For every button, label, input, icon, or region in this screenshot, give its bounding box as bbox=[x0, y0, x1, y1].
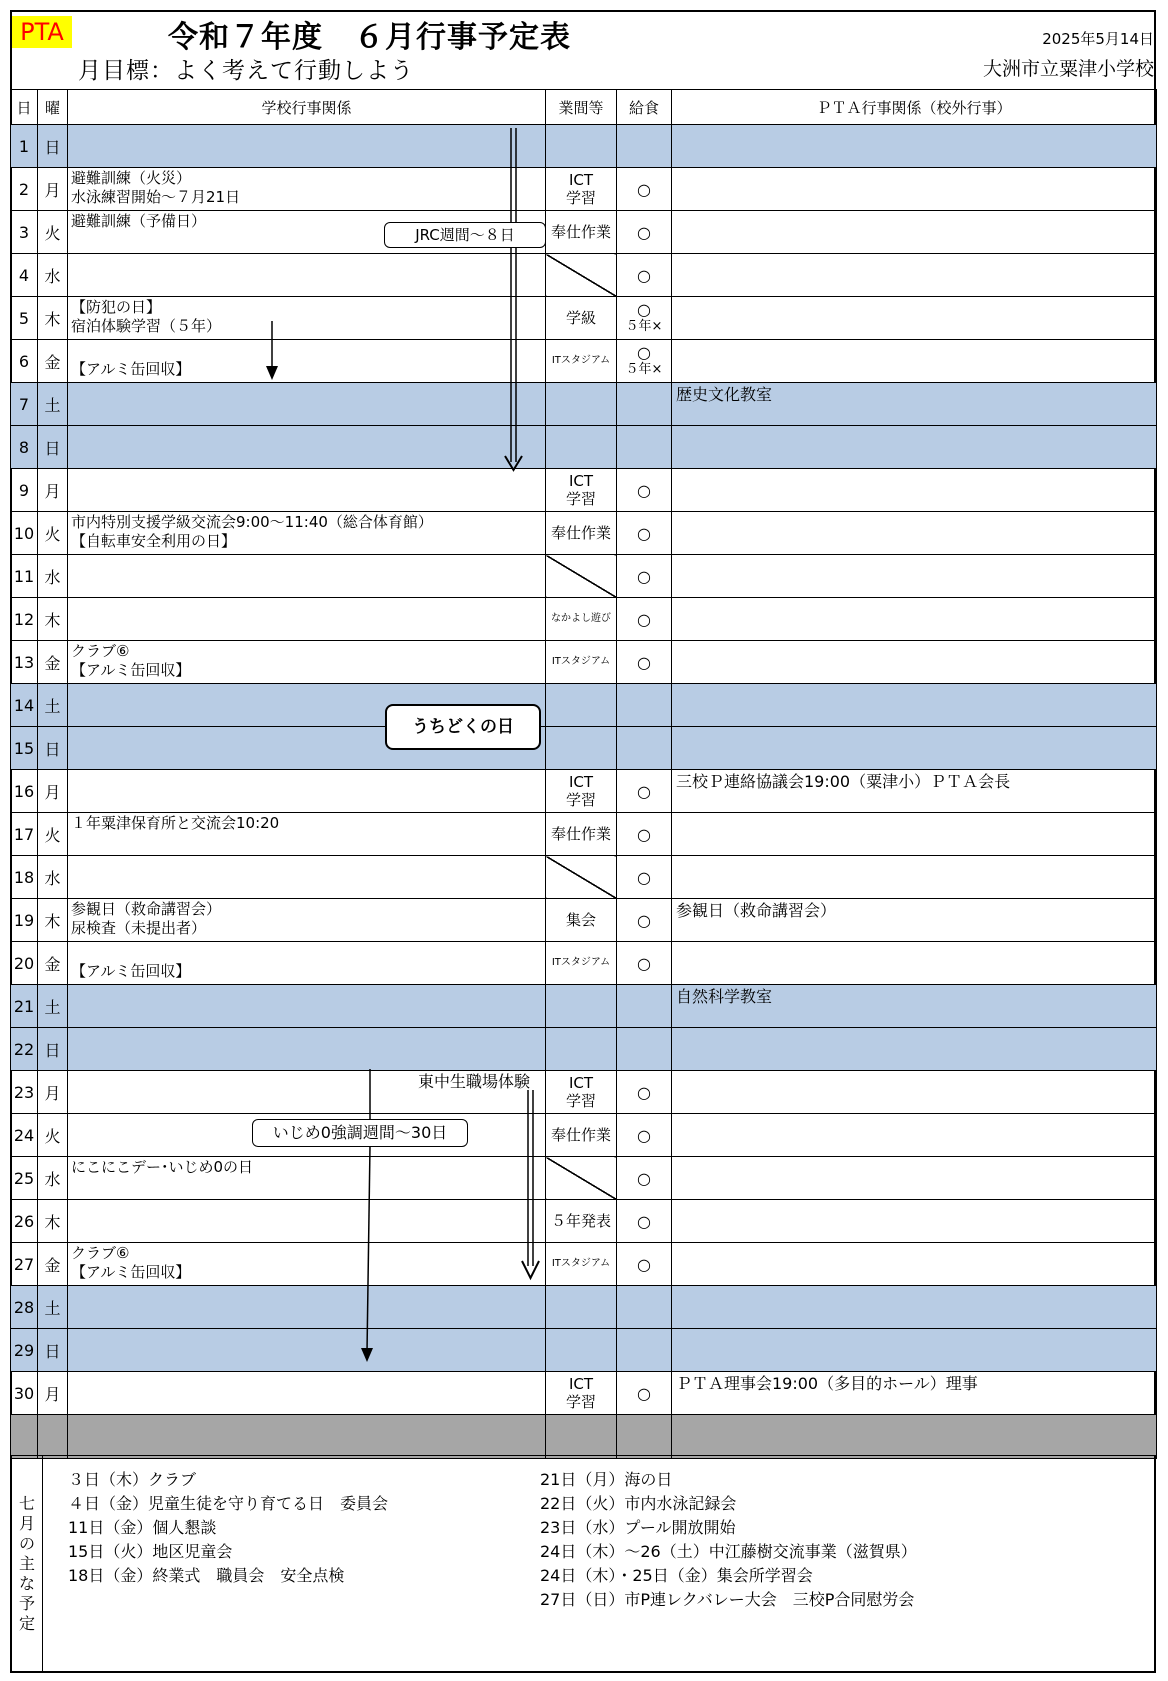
spacer-row bbox=[11, 1415, 1157, 1459]
day-cell: 24 bbox=[11, 1114, 38, 1157]
weekday-cell: 火 bbox=[38, 813, 68, 856]
july-label-char: 主 bbox=[18, 1553, 35, 1573]
table-row bbox=[11, 512, 1157, 555]
lunch-cell bbox=[617, 254, 672, 297]
lunch-note: ５年× bbox=[625, 319, 663, 334]
school-event-line: １年粟津保育所と交流会10:20 bbox=[71, 814, 280, 832]
col-header-lunch: 給食 bbox=[617, 90, 672, 125]
day-cell: 26 bbox=[11, 1200, 38, 1243]
table-row bbox=[11, 555, 1157, 598]
weekday-cell: 土 bbox=[38, 383, 68, 426]
pta-events-cell bbox=[672, 641, 1157, 684]
lunch-mark: ○ bbox=[637, 910, 651, 930]
pta-events-cell bbox=[672, 1243, 1157, 1286]
pta-events-cell bbox=[672, 1286, 1157, 1329]
weekday-cell: 土 bbox=[38, 1286, 68, 1329]
july-event-item: 23日（水）プール開放開始 bbox=[540, 1518, 736, 1537]
school-event-line: 【防犯の日】 bbox=[71, 298, 162, 316]
col-header-pta-events: ＰＴＡ行事関係（校外行事） bbox=[672, 90, 1157, 125]
school-events-cell bbox=[68, 426, 546, 469]
school-events-cell bbox=[68, 899, 546, 942]
lunch-cell bbox=[617, 641, 672, 684]
school-events-cell bbox=[68, 254, 546, 297]
curricular-cell bbox=[546, 985, 617, 1028]
table-row bbox=[11, 1329, 1157, 1372]
july-event-item: 27日（日）市P連レクバレー大会 三校P合同慰労会 bbox=[540, 1590, 915, 1609]
weekday-cell: 月 bbox=[38, 1071, 68, 1114]
school-event-line: クラブ⑥ bbox=[71, 642, 130, 660]
lunch-cell bbox=[617, 1200, 672, 1243]
lunch-cell bbox=[617, 1286, 672, 1329]
school-events-cell bbox=[68, 383, 546, 426]
lunch-cell bbox=[617, 598, 672, 641]
school-events-cell bbox=[68, 125, 546, 168]
schedule-table bbox=[10, 89, 1157, 1459]
day-cell: 1 bbox=[11, 125, 38, 168]
table-row bbox=[11, 899, 1157, 942]
lunch-mark: ○ bbox=[637, 566, 651, 586]
day-cell: 29 bbox=[11, 1329, 38, 1372]
table-row bbox=[11, 1157, 1157, 1200]
table-row bbox=[11, 1243, 1157, 1286]
day-cell: 30 bbox=[11, 1372, 38, 1415]
weekday-cell: 金 bbox=[38, 340, 68, 383]
col-header-school-events: 学校行事関係 bbox=[68, 90, 546, 125]
weekday-cell: 土 bbox=[38, 985, 68, 1028]
curricular-cell bbox=[546, 1286, 617, 1329]
table-row bbox=[11, 383, 1157, 426]
table-row bbox=[11, 727, 1157, 770]
school-event-line: 【自転車安全利用の日】 bbox=[71, 532, 237, 550]
july-label-char: 七 bbox=[18, 1493, 35, 1513]
curricular-cell bbox=[546, 1329, 617, 1372]
july-label-char: 予 bbox=[18, 1593, 35, 1613]
school-event-line: 尿検査（未提出者） bbox=[71, 919, 207, 937]
day-cell: 27 bbox=[11, 1243, 38, 1286]
july-event-item: ４日（金）児童生徒を守り育てる日 委員会 bbox=[68, 1494, 389, 1513]
curricular-cell: 奉仕作業 bbox=[546, 1114, 617, 1157]
school-event-line: 【アルミ缶回収】 bbox=[71, 360, 191, 378]
curricular-cell: ICT 学習 bbox=[546, 1372, 617, 1415]
pta-badge: PTA bbox=[12, 16, 72, 48]
lunch-mark: ○ bbox=[637, 1254, 651, 1274]
july-event-item: 18日（金）終業式 職員会 安全点検 bbox=[68, 1566, 345, 1585]
school-events-cell bbox=[68, 297, 546, 340]
day-cell: 28 bbox=[11, 1286, 38, 1329]
school-events-cell bbox=[68, 340, 546, 383]
lunch-cell bbox=[617, 770, 672, 813]
july-label-char: な bbox=[18, 1573, 35, 1593]
lunch-mark: ○ bbox=[637, 300, 651, 319]
weekday-cell: 木 bbox=[38, 297, 68, 340]
curricular-cell: ICT 学習 bbox=[546, 770, 617, 813]
pta-events-cell bbox=[672, 469, 1157, 512]
pta-events-cell bbox=[672, 512, 1157, 555]
weekday-cell: 金 bbox=[38, 1243, 68, 1286]
july-label-char: の bbox=[18, 1533, 35, 1553]
day-cell: 17 bbox=[11, 813, 38, 856]
school-events-cell bbox=[68, 813, 546, 856]
pta-events-cell bbox=[672, 254, 1157, 297]
table-row bbox=[11, 1200, 1157, 1243]
pta-events-cell: ＰＴＡ理事会19:00（多目的ホール）理事 bbox=[672, 1372, 1157, 1415]
day-cell: 9 bbox=[11, 469, 38, 512]
school-event-line: 宿泊体験学習（５年） bbox=[71, 317, 222, 335]
weekday-cell: 日 bbox=[38, 426, 68, 469]
july-events-left bbox=[68, 1468, 388, 1588]
lunch-cell bbox=[617, 340, 672, 383]
school-event-line: 市内特別支援学級交流会9:00～11:40（総合体育館） bbox=[71, 513, 433, 531]
school-event-line: 水泳練習開始～７月21日 bbox=[71, 188, 241, 206]
pta-events-cell bbox=[672, 168, 1157, 211]
school-events-cell bbox=[68, 512, 546, 555]
day-cell: 14 bbox=[11, 684, 38, 727]
pta-events-cell bbox=[672, 813, 1157, 856]
lunch-mark: ○ bbox=[637, 1125, 651, 1145]
day-cell: 3 bbox=[11, 211, 38, 254]
table-row bbox=[11, 1372, 1157, 1415]
curricular-cell bbox=[546, 254, 617, 297]
school-event-line: 避難訓練（予備日） bbox=[71, 212, 207, 230]
lunch-cell bbox=[617, 125, 672, 168]
curricular-cell: ICT 学習 bbox=[546, 168, 617, 211]
curricular-cell: ITスタジアム bbox=[546, 340, 617, 383]
lunch-cell bbox=[617, 426, 672, 469]
july-event-item: 24日（木）・25日（金）集会所学習会 bbox=[540, 1566, 813, 1585]
school-events-cell bbox=[68, 770, 546, 813]
lunch-cell bbox=[617, 469, 672, 512]
pta-events-cell bbox=[672, 1157, 1157, 1200]
lunch-mark: ○ bbox=[637, 480, 651, 500]
july-events-right bbox=[540, 1468, 917, 1612]
school-event-line: 【アルミ缶回収】 bbox=[71, 661, 191, 679]
table-row bbox=[11, 641, 1157, 684]
school-events-cell bbox=[68, 555, 546, 598]
lunch-cell bbox=[617, 727, 672, 770]
table-row bbox=[11, 340, 1157, 383]
weekday-cell: 木 bbox=[38, 1200, 68, 1243]
table-header-row bbox=[11, 90, 1157, 125]
weekday-cell: 土 bbox=[38, 684, 68, 727]
table-row bbox=[11, 1071, 1157, 1114]
curricular-cell: なかよし遊び bbox=[546, 598, 617, 641]
spacer-cell bbox=[546, 1415, 617, 1459]
table-row bbox=[11, 254, 1157, 297]
weekday-cell: 月 bbox=[38, 469, 68, 512]
curricular-cell bbox=[546, 125, 617, 168]
lunch-mark: ○ bbox=[637, 781, 651, 801]
lunch-cell bbox=[617, 383, 672, 426]
pta-events-cell bbox=[672, 297, 1157, 340]
weekday-cell: 火 bbox=[38, 1114, 68, 1157]
lunch-cell bbox=[617, 899, 672, 942]
weekday-cell: 木 bbox=[38, 598, 68, 641]
lunch-mark: ○ bbox=[637, 523, 651, 543]
spacer-cell bbox=[672, 1415, 1157, 1459]
curricular-cell: ICT 学習 bbox=[546, 469, 617, 512]
pta-events-cell bbox=[672, 426, 1157, 469]
spacer-cell bbox=[11, 1415, 38, 1459]
day-cell: 7 bbox=[11, 383, 38, 426]
pta-events-cell bbox=[672, 727, 1157, 770]
pta-events-cell bbox=[672, 340, 1157, 383]
school-events-cell bbox=[68, 985, 546, 1028]
day-cell: 18 bbox=[11, 856, 38, 899]
pta-events-cell bbox=[672, 1028, 1157, 1071]
issue-date: 2025年5月14日 bbox=[1042, 30, 1154, 48]
lunch-cell bbox=[617, 1157, 672, 1200]
day-cell: 12 bbox=[11, 598, 38, 641]
lunch-cell bbox=[617, 942, 672, 985]
school-events-cell bbox=[68, 1286, 546, 1329]
pta-events-cell bbox=[672, 1114, 1157, 1157]
day-cell: 13 bbox=[11, 641, 38, 684]
pta-events-cell bbox=[672, 1329, 1157, 1372]
lunch-cell bbox=[617, 1028, 672, 1071]
spacer-cell bbox=[617, 1415, 672, 1459]
school-events-cell bbox=[68, 1243, 546, 1286]
weekday-cell: 火 bbox=[38, 211, 68, 254]
day-cell: 20 bbox=[11, 942, 38, 985]
pta-events-cell bbox=[672, 1200, 1157, 1243]
table-row bbox=[11, 1028, 1157, 1071]
school-events-cell bbox=[68, 598, 546, 641]
school-events-cell bbox=[68, 469, 546, 512]
curricular-cell: ５年発表 bbox=[546, 1200, 617, 1243]
table-row bbox=[11, 942, 1157, 985]
day-cell: 23 bbox=[11, 1071, 38, 1114]
school-events-cell bbox=[68, 641, 546, 684]
day-cell: 11 bbox=[11, 555, 38, 598]
curricular-cell bbox=[546, 1157, 617, 1200]
weekday-cell: 日 bbox=[38, 727, 68, 770]
pta-events-cell: 自然科学教室 bbox=[672, 985, 1157, 1028]
day-cell: 22 bbox=[11, 1028, 38, 1071]
lunch-mark: ○ bbox=[637, 1082, 651, 1102]
weekday-cell: 月 bbox=[38, 770, 68, 813]
july-event-item: 15日（火）地区児童会 bbox=[68, 1542, 233, 1561]
higashi-workexp-label: 東中生職場体験 bbox=[418, 1072, 531, 1091]
curricular-cell: ITスタジアム bbox=[546, 942, 617, 985]
col-header-weekday: 曜 bbox=[38, 90, 68, 125]
school-event-line: 【アルミ缶回収】 bbox=[71, 962, 191, 980]
school-events-cell bbox=[68, 1028, 546, 1071]
page-title: 令和７年度 ６月行事予定表 bbox=[168, 20, 571, 55]
curricular-cell bbox=[546, 1028, 617, 1071]
lunch-note: ５年× bbox=[625, 362, 663, 377]
pta-events-cell bbox=[672, 211, 1157, 254]
pta-events-cell: 歴史文化教室 bbox=[672, 383, 1157, 426]
lunch-mark: ○ bbox=[637, 953, 651, 973]
day-cell: 6 bbox=[11, 340, 38, 383]
curricular-cell: ICT 学習 bbox=[546, 1071, 617, 1114]
weekday-cell: 火 bbox=[38, 512, 68, 555]
pta-events-cell bbox=[672, 1071, 1157, 1114]
pta-events-cell bbox=[672, 942, 1157, 985]
lunch-cell bbox=[617, 512, 672, 555]
curricular-cell: 奉仕作業 bbox=[546, 512, 617, 555]
july-section-label bbox=[12, 1456, 43, 1671]
july-event-item: 22日（火）市内水泳記録会 bbox=[540, 1494, 737, 1513]
weekday-cell: 日 bbox=[38, 125, 68, 168]
school-events-cell bbox=[68, 942, 546, 985]
lunch-cell bbox=[617, 813, 672, 856]
table-row bbox=[11, 211, 1157, 254]
july-schedule-section bbox=[10, 1455, 1156, 1673]
weekday-cell: 水 bbox=[38, 555, 68, 598]
day-cell: 4 bbox=[11, 254, 38, 297]
lunch-mark: ○ bbox=[637, 1211, 651, 1231]
pta-events-cell bbox=[672, 125, 1157, 168]
curricular-cell: 学級 bbox=[546, 297, 617, 340]
weekday-cell: 木 bbox=[38, 899, 68, 942]
day-cell: 19 bbox=[11, 899, 38, 942]
uchidoku-callout: うちどくの日 bbox=[385, 704, 541, 750]
table-row bbox=[11, 813, 1157, 856]
day-cell: 25 bbox=[11, 1157, 38, 1200]
table-row bbox=[11, 168, 1157, 211]
lunch-cell bbox=[617, 1243, 672, 1286]
table-row bbox=[11, 125, 1157, 168]
table-row bbox=[11, 426, 1157, 469]
day-cell: 16 bbox=[11, 770, 38, 813]
pta-events-cell: 参観日（救命講習会） bbox=[672, 899, 1157, 942]
table-row bbox=[11, 770, 1157, 813]
pta-events-cell bbox=[672, 684, 1157, 727]
lunch-cell bbox=[617, 297, 672, 340]
weekday-cell: 金 bbox=[38, 641, 68, 684]
lunch-cell bbox=[617, 684, 672, 727]
school-events-cell bbox=[68, 1157, 546, 1200]
pta-events-cell: 三校Ｐ連絡協議会19:00（粟津小）ＰＴＡ会長 bbox=[672, 770, 1157, 813]
school-events-cell bbox=[68, 856, 546, 899]
weekday-cell: 水 bbox=[38, 1157, 68, 1200]
lunch-cell bbox=[617, 168, 672, 211]
lunch-mark: ○ bbox=[637, 343, 651, 362]
lunch-mark: ○ bbox=[637, 652, 651, 672]
day-cell: 15 bbox=[11, 727, 38, 770]
lunch-mark: ○ bbox=[637, 1383, 651, 1403]
curricular-cell: 奉仕作業 bbox=[546, 813, 617, 856]
weekday-cell: 月 bbox=[38, 168, 68, 211]
school-events-cell bbox=[68, 1329, 546, 1372]
school-events-cell bbox=[68, 1372, 546, 1415]
pta-events-cell bbox=[672, 598, 1157, 641]
july-event-item: 11日（金）個人懇談 bbox=[68, 1518, 217, 1537]
lunch-cell bbox=[617, 1372, 672, 1415]
col-header-curricular: 業間等 bbox=[546, 90, 617, 125]
school-event-line: にこにこデー･いじめ0の日 bbox=[71, 1158, 254, 1176]
curricular-cell bbox=[546, 727, 617, 770]
table-row bbox=[11, 1286, 1157, 1329]
school-event-line bbox=[71, 341, 542, 360]
ijime-week-callout: いじめ0強調週間～30日 bbox=[252, 1119, 468, 1147]
lunch-cell bbox=[617, 1114, 672, 1157]
school-name: 大洲市立粟津小学校 bbox=[982, 58, 1154, 80]
lunch-mark: ○ bbox=[637, 1168, 651, 1188]
lunch-mark: ○ bbox=[637, 824, 651, 844]
school-events-cell bbox=[68, 168, 546, 211]
pta-events-cell bbox=[672, 555, 1157, 598]
curricular-cell: ITスタジアム bbox=[546, 641, 617, 684]
curricular-cell: ITスタジアム bbox=[546, 1243, 617, 1286]
school-event-line: 【アルミ缶回収】 bbox=[71, 1263, 191, 1281]
lunch-cell bbox=[617, 856, 672, 899]
weekday-cell: 金 bbox=[38, 942, 68, 985]
day-cell: 10 bbox=[11, 512, 38, 555]
july-label-char: 月 bbox=[18, 1513, 35, 1533]
lunch-mark: ○ bbox=[637, 222, 651, 242]
curricular-cell: 奉仕作業 bbox=[546, 211, 617, 254]
monthly-goal: 月目標：よく考えて行動しよう bbox=[78, 58, 414, 84]
school-events-cell bbox=[68, 1200, 546, 1243]
school-event-line: 参観日（救命講習会） bbox=[71, 900, 222, 918]
july-label-char: 定 bbox=[18, 1613, 35, 1633]
lunch-cell bbox=[617, 1329, 672, 1372]
spacer-cell bbox=[68, 1415, 546, 1459]
col-header-day: 日 bbox=[11, 90, 38, 125]
day-cell: 2 bbox=[11, 168, 38, 211]
day-cell: 8 bbox=[11, 426, 38, 469]
school-event-line: クラブ⑥ bbox=[71, 1244, 130, 1262]
july-event-item: ３日（木）クラブ bbox=[68, 1470, 197, 1489]
lunch-cell bbox=[617, 1071, 672, 1114]
day-cell: 5 bbox=[11, 297, 38, 340]
weekday-cell: 日 bbox=[38, 1028, 68, 1071]
curricular-cell bbox=[546, 426, 617, 469]
day-cell: 21 bbox=[11, 985, 38, 1028]
curricular-cell bbox=[546, 555, 617, 598]
weekday-cell: 月 bbox=[38, 1372, 68, 1415]
curricular-cell bbox=[546, 684, 617, 727]
lunch-mark: ○ bbox=[637, 179, 651, 199]
july-event-item: 24日（木）～26（土）中江藤樹交流事業（滋賀県） bbox=[540, 1542, 917, 1561]
jrc-week-callout: JRC週間～８日 bbox=[384, 222, 546, 248]
spacer-cell bbox=[38, 1415, 68, 1459]
school-event-line: 避難訓練（火災） bbox=[71, 169, 192, 187]
table-row bbox=[11, 684, 1157, 727]
curricular-cell bbox=[546, 383, 617, 426]
lunch-cell bbox=[617, 555, 672, 598]
lunch-mark: ○ bbox=[637, 265, 651, 285]
curricular-cell: 集会 bbox=[546, 899, 617, 942]
lunch-mark: ○ bbox=[637, 609, 651, 629]
weekday-cell: 水 bbox=[38, 856, 68, 899]
lunch-cell bbox=[617, 985, 672, 1028]
school-event-line bbox=[71, 943, 542, 962]
lunch-cell bbox=[617, 211, 672, 254]
table-row bbox=[11, 985, 1157, 1028]
table-row bbox=[11, 856, 1157, 899]
july-event-item: 21日（月）海の日 bbox=[540, 1470, 673, 1489]
table-row bbox=[11, 598, 1157, 641]
table-row bbox=[11, 297, 1157, 340]
pta-events-cell bbox=[672, 856, 1157, 899]
table-row bbox=[11, 469, 1157, 512]
curricular-cell bbox=[546, 856, 617, 899]
lunch-mark: ○ bbox=[637, 867, 651, 887]
weekday-cell: 日 bbox=[38, 1329, 68, 1372]
table-row bbox=[11, 1114, 1157, 1157]
weekday-cell: 水 bbox=[38, 254, 68, 297]
